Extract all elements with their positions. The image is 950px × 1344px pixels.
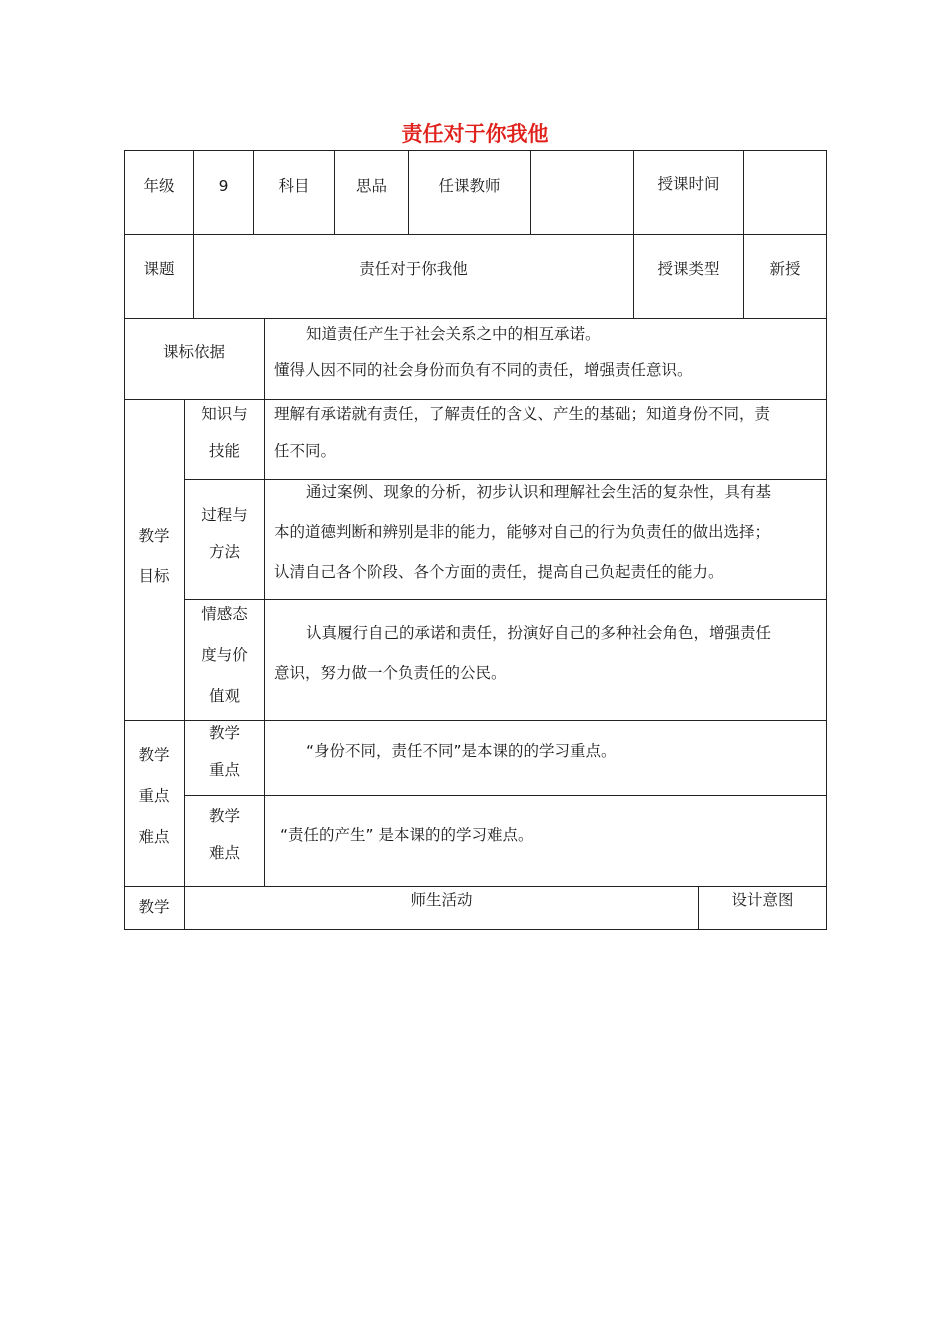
focus-text: “身份不同，责任不同”是本课的的学习重点。 — [306, 742, 617, 760]
process-sublabel-line-2: 方法 — [208, 543, 240, 561]
difficulty-text: “责任的产生” 是本课的的学习难点。 — [280, 826, 534, 844]
design-intent-header: 设计意图 — [731, 891, 794, 909]
key-points-label — [124, 735, 184, 858]
document-title: 责任对于你我他 — [401, 122, 549, 146]
focus-sublabel-line-2: 重点 — [208, 761, 240, 779]
knowledge-text — [274, 396, 822, 470]
process-sublabel — [185, 497, 264, 571]
topic-value: 责任对于你我他 — [359, 260, 468, 278]
key-points-label-line-3: 难点 — [138, 828, 170, 846]
emotion-sublabel-line-1: 情感态 — [201, 605, 248, 623]
emotion-sublabel-line-2: 度与价 — [201, 646, 248, 664]
emotion-text-line-2: 意识，努力做一个负责任的公民。 — [274, 664, 507, 682]
standard-line-2: 懂得人因不同的社会身份而负有不同的责任，增强责任意识。 — [274, 361, 693, 379]
emotion-sublabel-line-3: 值观 — [208, 687, 240, 705]
standard-label: 课标依据 — [162, 343, 225, 361]
knowledge-text-line-2: 任不同。 — [274, 442, 337, 460]
knowledge-text-line-1: 理解有承诺就有责任，了解责任的含义、产生的基础；知道身份不同，责 — [274, 405, 771, 423]
emotion-text — [274, 613, 822, 693]
objectives-label-line-2: 目标 — [138, 567, 170, 585]
activity-header: 师生活动 — [410, 891, 473, 909]
process-row-label: 教学 — [138, 898, 170, 916]
objectives-label-line-1: 教学 — [138, 527, 170, 545]
teacher-label: 任课教师 — [438, 177, 501, 195]
topic-label: 课题 — [143, 260, 175, 278]
key-points-label-line-1: 教学 — [138, 746, 170, 764]
key-points-label-line-2: 重点 — [138, 787, 170, 805]
difficulty-sublabel-line-1: 教学 — [208, 807, 240, 825]
emotion-sublabel — [185, 594, 264, 717]
subject-value: 思品 — [355, 177, 387, 195]
emotion-text-line-1: 认真履行自己的承诺和责任，扮演好自己的多种社会角色，增强责任 — [306, 624, 772, 642]
process-sublabel-line-1: 过程与 — [201, 506, 248, 524]
difficulty-sublabel — [185, 798, 264, 872]
subject-label: 科目 — [278, 177, 310, 195]
time-label: 授课时间 — [657, 175, 720, 193]
objectives-label — [124, 516, 184, 596]
difficulty-sublabel-line-2: 难点 — [208, 844, 240, 862]
standard-line-1: 知道责任产生于社会关系之中的相互承诺。 — [306, 325, 601, 343]
process-text-line-3: 认清自己各个阶段、各个方面的责任，提高自己负起责任的能力。 — [274, 563, 724, 581]
process-text-line-1: 通过案例、现象的分析，初步认识和理解社会生活的复杂性，具有基 — [306, 483, 772, 501]
grade-label: 年级 — [143, 177, 175, 195]
knowledge-sublabel-line-1: 知识与 — [201, 405, 248, 423]
lesson-type-value: 新授 — [769, 260, 801, 278]
knowledge-sublabel — [185, 396, 264, 470]
focus-sublabel-line-1: 教学 — [208, 724, 240, 742]
process-text — [274, 472, 822, 592]
grade-value: 9 — [218, 177, 229, 195]
lesson-type-label: 授课类型 — [657, 260, 720, 278]
knowledge-sublabel-line-2: 技能 — [208, 442, 240, 460]
process-text-line-2: 本的道德判断和辨别是非的能力，能够对自己的行为负责任的做出选择； — [274, 523, 771, 541]
focus-sublabel — [185, 715, 264, 789]
